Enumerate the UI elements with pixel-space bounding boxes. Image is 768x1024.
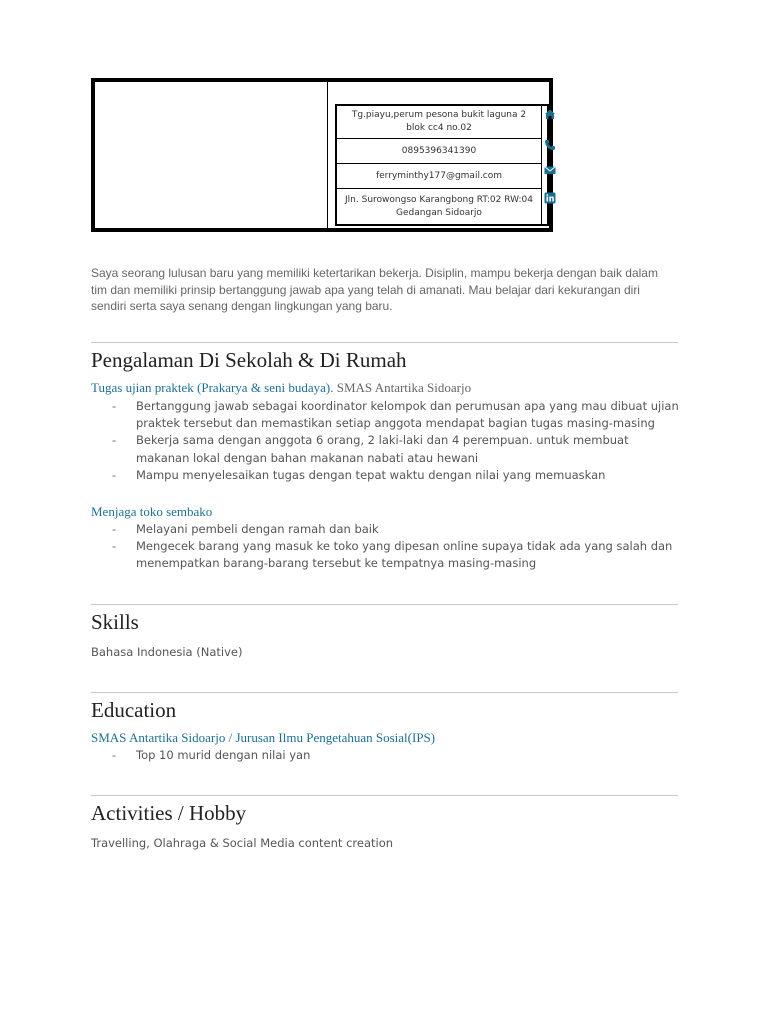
linkedin-icon bbox=[544, 192, 556, 204]
header-box bbox=[91, 78, 553, 232]
section-divider bbox=[91, 795, 678, 796]
education-school bbox=[91, 730, 435, 746]
experience-entry-1-bullets bbox=[112, 398, 682, 484]
section-divider bbox=[91, 342, 678, 343]
section-divider bbox=[91, 692, 678, 693]
contact-address: Tg.piayu,perum pesona bukit laguna 2 blok cc4 no.02 bbox=[337, 106, 541, 139]
list-item: - Mampu menyelesaikan tugas dengan tepat waktu dengan nilai yang memuaskan bbox=[112, 467, 682, 484]
experience-title: Pengalaman Di Sekolah & Di Rumah bbox=[91, 348, 407, 372]
activities-title: Activities / Hobby bbox=[91, 801, 247, 825]
education-title: Education bbox=[91, 698, 177, 722]
list-item: - Bertanggung jawab sebagai koordinator kelompok dan perumusan apa yang mau dibuat ujian praktek tersebut dan memastikan setiap anggota mendapat bagian tugas masing-masing bbox=[112, 398, 682, 432]
profile-summary: Saya seorang lulusan baru yang memiliki ketertarikan bekerja. Disiplin, mampu bekerja dengan baik dalam tim dan memiliki prinsip bertanggung jawab apa yang telah di amanati. Mau belajar dari kekurangan diri sendiri serta saya senang dengan lingkungan yang baru. bbox=[91, 266, 658, 313]
education-school-name: SMAS Antartika Sidoarjo / Jurusan Ilmu Pengetahuan Sosial(IPS) bbox=[91, 730, 436, 745]
contact-address-2: Jln. Surowongso Karangbong RT:02 RW:04 Gedangan Sidoarjo bbox=[345, 194, 533, 218]
contact-separator bbox=[541, 106, 542, 224]
list-item: - Melayani pembeli dengan ramah dan baik bbox=[112, 521, 682, 538]
experience-entry-2-heading bbox=[91, 504, 212, 520]
home-icon bbox=[544, 108, 556, 120]
header-divider bbox=[327, 82, 328, 228]
contact-phone: 0895396341390 bbox=[337, 139, 541, 164]
entry-role: Tugas ujian praktek (Prakarya & seni budaya). bbox=[91, 380, 334, 395]
activities-text: Travelling, Olahraga & Social Media content creation bbox=[91, 836, 394, 850]
entry-organization: SMAS Antartika Sidoarjo bbox=[336, 380, 472, 395]
entry-role: Menjaga toko sembako bbox=[91, 504, 213, 519]
skills-title: Skills bbox=[91, 610, 139, 634]
contact-table bbox=[335, 104, 549, 226]
list-item: - Bekerja sama dengan anggota 6 orang, 2 laki-laki dan 4 perempuan. untuk membuat makanan lokal dengan bahan makanan nabati atau hewani bbox=[112, 432, 682, 466]
phone-icon bbox=[544, 139, 556, 151]
list-item: - Top 10 murid dengan nilai yan bbox=[112, 747, 682, 764]
list-item: - Mengecek barang yang masuk ke toko yang dipesan online supaya tidak ada yang salah dan menempatkan barang-barang tersebut ke tempatnya masing-masing bbox=[112, 538, 682, 572]
section-divider bbox=[91, 604, 678, 605]
education-bullets bbox=[112, 747, 682, 764]
experience-entry-2-bullets bbox=[112, 521, 682, 573]
mail-icon bbox=[544, 164, 556, 176]
experience-entry-1-heading bbox=[91, 380, 471, 396]
contact-email: ferryminthy177@gmail.com bbox=[337, 164, 541, 189]
skills-text: Bahasa Indonesia (Native) bbox=[91, 645, 243, 659]
